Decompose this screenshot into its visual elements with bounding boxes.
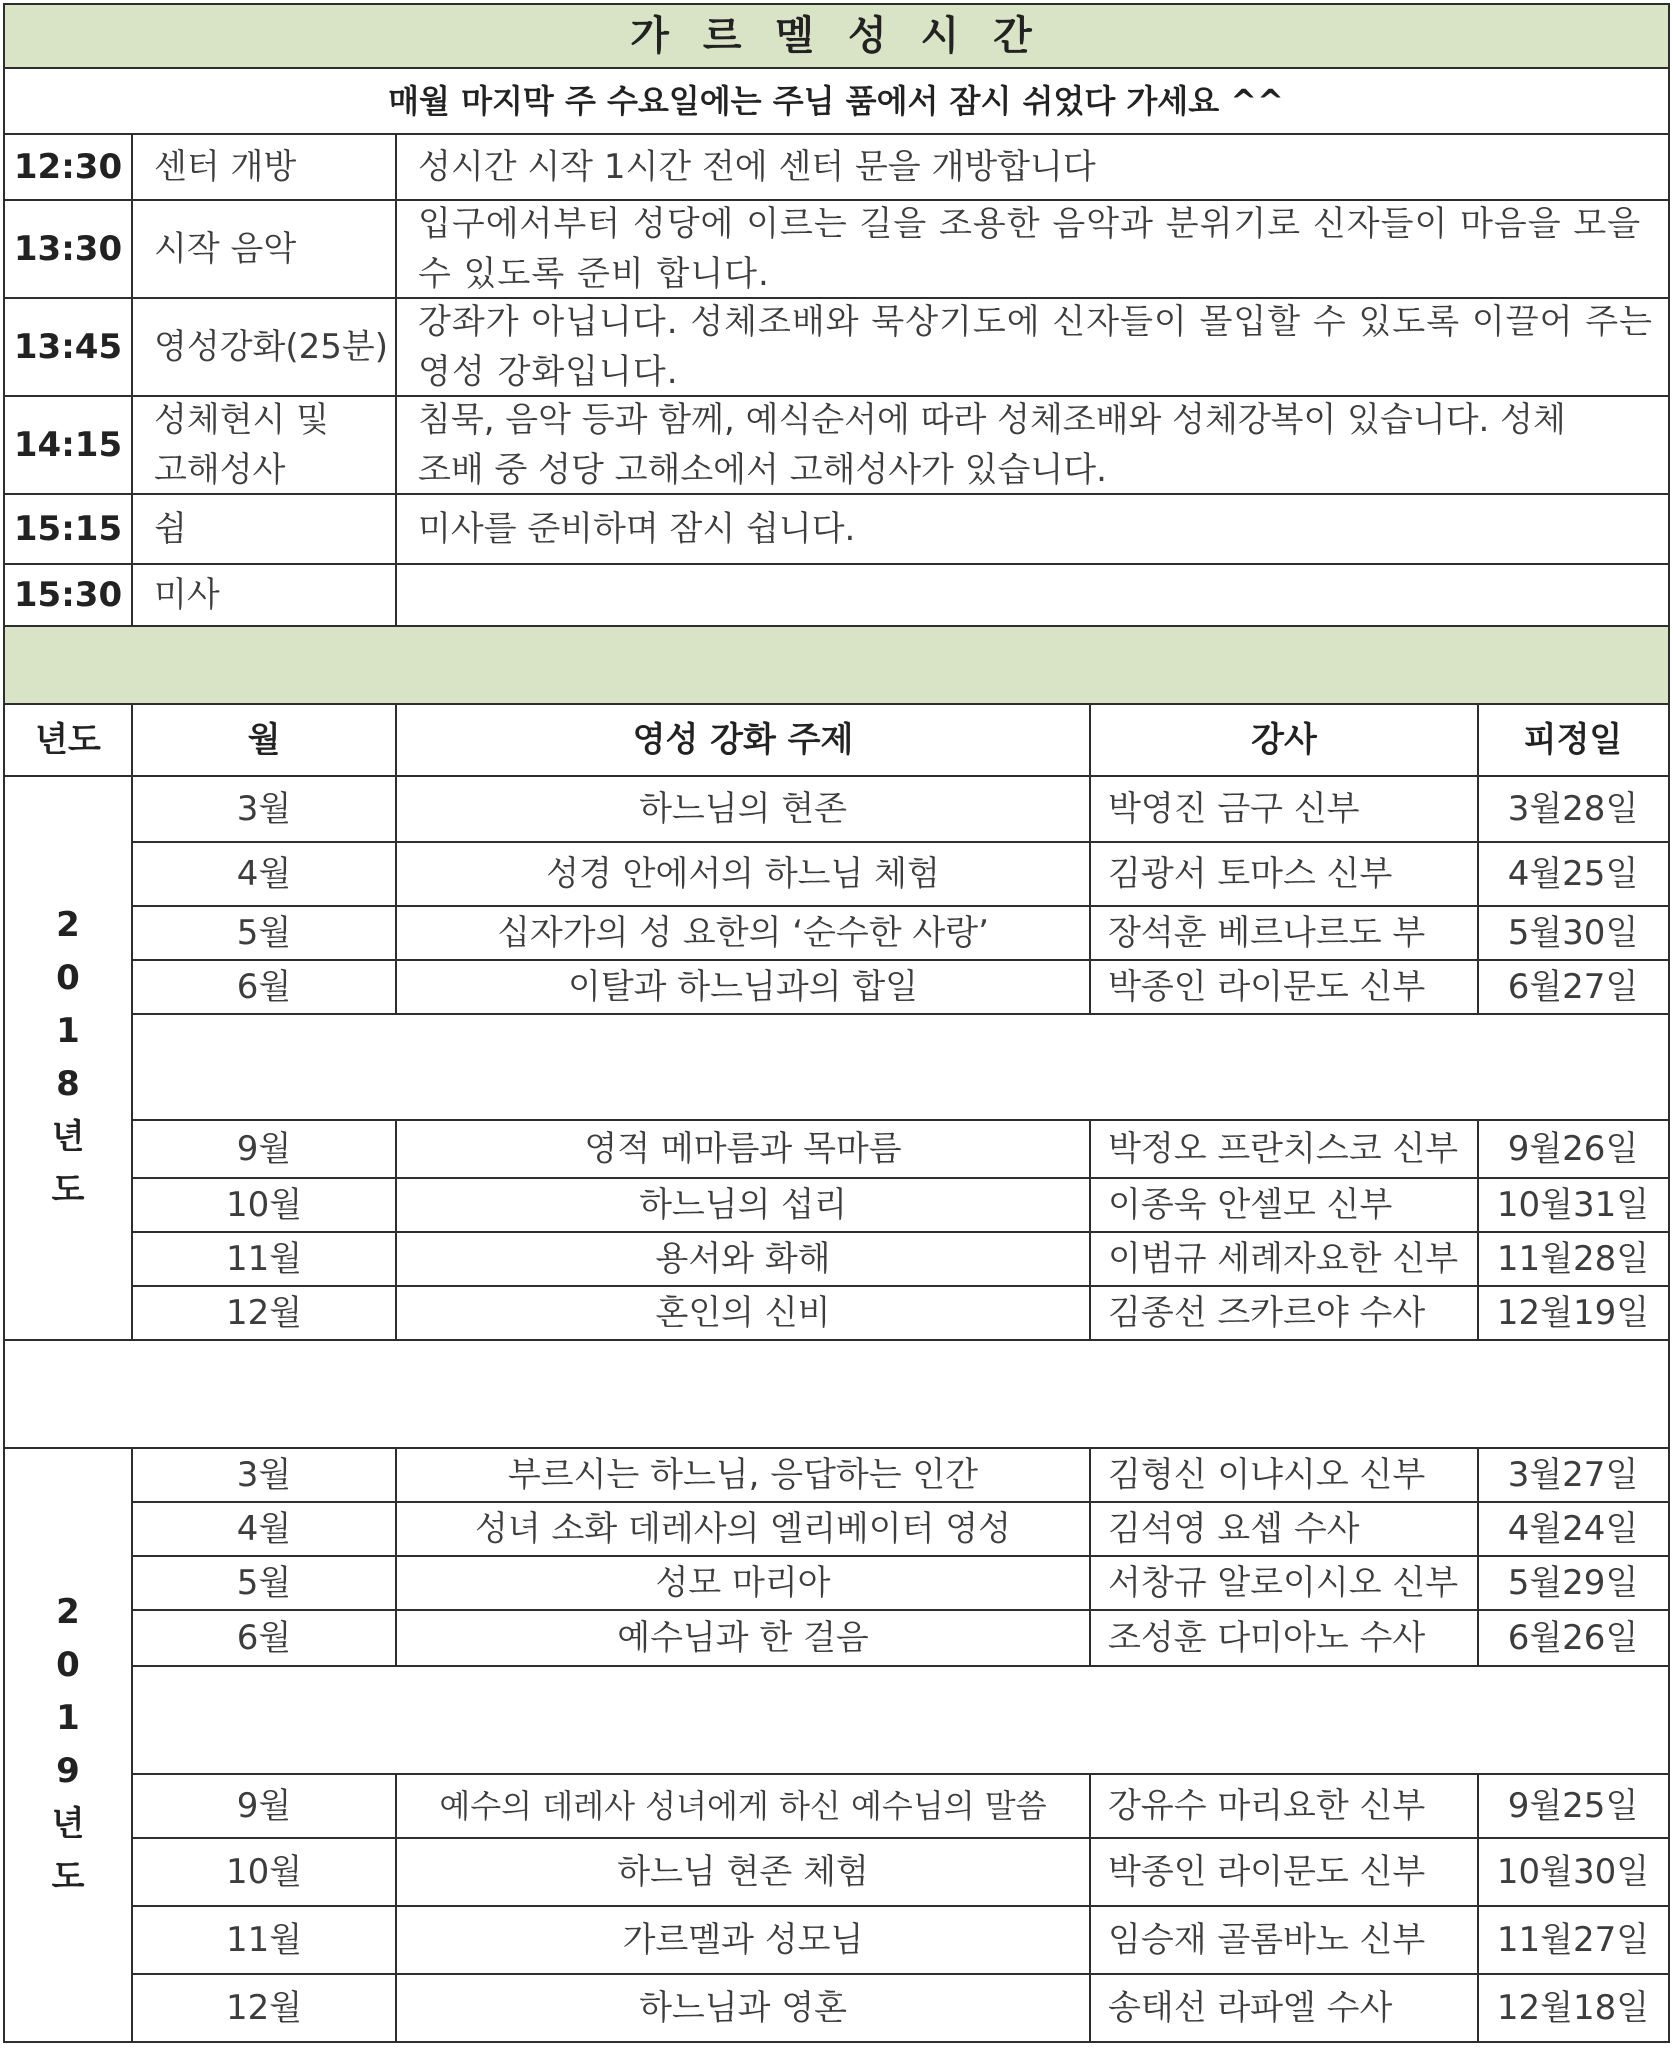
schedule-time: 15:15 <box>13 509 123 549</box>
header-speaker: 강사 <box>1251 720 1317 760</box>
col-divider <box>131 704 133 1340</box>
schedule-item: 미사 <box>154 575 220 615</box>
row-divider <box>132 1973 1668 1975</box>
speaker-cell: 김종선 즈카르야 수사 <box>1108 1293 1426 1333</box>
date-cell: 6월26일 <box>1507 1618 1639 1658</box>
speaker-cell: 조성훈 다미아노 수사 <box>1108 1618 1426 1658</box>
speaker-cell: 김광서 토마스 신부 <box>1108 854 1393 894</box>
topic-cell: 성녀 소화 데레사의 엘리베이터 영성 <box>475 1509 1011 1549</box>
row-divider <box>132 1665 1668 1667</box>
topic-cell: 성모 마리아 <box>655 1563 831 1603</box>
month-cell: 6월 <box>236 967 292 1007</box>
date-cell: 3월27일 <box>1507 1455 1639 1495</box>
month-cell: 6월 <box>236 1618 292 1658</box>
page-subtitle: 매월 마지막 주 수요일에는 주님 품에서 잠시 쉬었다 가세요 ^^ <box>388 82 1284 120</box>
row-divider <box>4 775 1668 777</box>
speaker-cell: 이종욱 안셀모 신부 <box>1108 1185 1393 1225</box>
date-cell: 12월19일 <box>1496 1293 1650 1333</box>
date-cell: 9월26일 <box>1507 1129 1639 1169</box>
schedule-desc: 침묵, 음악 등과 함께, 예식순서에 따라 성체조배와 성체강복이 있습니다. 성체조배 중 성당 고해소에서 고해성사가 있습니다. <box>418 400 1566 490</box>
page-title: 가 르 멜 성 시 간 <box>630 13 1042 59</box>
col-divider <box>1089 704 1091 1014</box>
topic-cell: 하느님과 영혼 <box>639 1988 847 2028</box>
date-cell: 10월30일 <box>1496 1852 1650 1892</box>
month-cell: 12월 <box>225 1988 303 2028</box>
date-cell: 4월24일 <box>1507 1509 1639 1549</box>
month-cell: 5월 <box>236 1563 292 1603</box>
row-divider <box>4 395 1668 397</box>
date-cell: 12월18일 <box>1496 1988 1650 2028</box>
col-divider <box>1089 1774 1091 2042</box>
schedule-time: 14:15 <box>13 425 123 465</box>
col-divider <box>131 1448 133 2042</box>
schedule-time: 12:30 <box>13 147 123 187</box>
date-cell: 6월27일 <box>1507 967 1639 1007</box>
month-cell: 11월 <box>225 1239 303 1279</box>
schedule-desc: 입구에서부터 성당에 이르는 길을 조용한 음악과 분위기로 신자들이 마음을 모을 수 있도록 준비 합니다. <box>418 204 1642 294</box>
month-cell: 10월 <box>225 1185 303 1225</box>
row-divider <box>132 1837 1668 1839</box>
topic-cell: 하느님 현존 체험 <box>617 1852 869 1892</box>
row-divider <box>132 1609 1668 1611</box>
schedule-desc: 성시간 시작 1시간 전에 센터 문을 개방합니다 <box>418 147 1096 187</box>
year-char: 8 <box>56 1064 80 1104</box>
schedule-item: 쉼 <box>154 509 187 549</box>
topic-cell: 예수의 데레사 성녀에게 하신 예수님의 말씀 <box>439 1787 1047 1825</box>
border-top <box>4 3 1670 5</box>
date-cell: 5월30일 <box>1507 913 1639 953</box>
row-divider <box>132 1119 1668 1121</box>
date-cell: 11월27일 <box>1496 1920 1650 1960</box>
topic-cell: 이탈과 하느님과의 합일 <box>567 967 919 1007</box>
row-divider <box>132 1285 1668 1287</box>
row-divider <box>132 1013 1668 1015</box>
speaker-cell: 박종인 라이문도 신부 <box>1108 967 1426 1007</box>
row-divider <box>4 297 1668 299</box>
row-divider <box>132 1177 1668 1179</box>
header-topic: 영성 강화 주제 <box>632 720 854 760</box>
year-char: 년 <box>51 1117 85 1157</box>
speaker-cell: 박영진 금구 신부 <box>1108 789 1360 829</box>
speaker-cell: 김석영 요셉 수사 <box>1108 1509 1360 1549</box>
month-cell: 3월 <box>236 789 292 829</box>
year-char: 9 <box>56 1751 80 1791</box>
row-divider <box>4 199 1668 201</box>
speaker-cell: 장석훈 베르나르도 부 <box>1108 913 1426 953</box>
schedule-desc <box>396 564 1668 626</box>
schedule-desc: 미사를 준비하며 잠시 쉽니다. <box>418 509 856 549</box>
col-divider <box>395 134 397 626</box>
topic-cell: 용서와 화해 <box>655 1239 831 1279</box>
row-divider <box>132 1501 1668 1503</box>
col-divider <box>1089 1448 1091 1666</box>
row-divider <box>4 563 1668 565</box>
header-date: 피정일 <box>1523 720 1623 760</box>
month-cell: 12월 <box>225 1293 303 1333</box>
row-divider <box>132 1231 1668 1233</box>
row-divider <box>132 959 1668 961</box>
year-char: 1 <box>56 1011 80 1051</box>
date-cell: 4월25일 <box>1507 854 1639 894</box>
month-cell: 11월 <box>225 1920 303 1960</box>
year-label-2019 <box>4 1448 132 2042</box>
row-divider <box>132 905 1668 907</box>
topic-cell: 성경 안에서의 하느님 체험 <box>546 854 940 894</box>
row-divider <box>132 841 1668 843</box>
date-cell: 10월31일 <box>1496 1185 1650 1225</box>
col-divider <box>1477 1774 1479 2042</box>
row-divider <box>4 1339 1668 1341</box>
month-cell: 10월 <box>225 1852 303 1892</box>
schedule-item: 센터 개방 <box>154 147 297 187</box>
month-cell: 9월 <box>236 1129 292 1169</box>
speaker-cell: 강유수 마리요한 신부 <box>1108 1786 1426 1826</box>
date-cell: 5월29일 <box>1507 1563 1639 1603</box>
col-divider <box>1089 1120 1091 1340</box>
schedule-item: 성체현시 및 고해성사 <box>154 400 330 490</box>
year-char: 1 <box>56 1698 80 1738</box>
speaker-cell: 박종인 라이문도 신부 <box>1108 1852 1426 1892</box>
topic-cell: 하느님의 섭리 <box>639 1185 847 1225</box>
row-divider <box>132 1773 1668 1775</box>
speaker-cell: 이범규 세례자요한 신부 <box>1108 1239 1459 1279</box>
schedule-time: 13:45 <box>13 327 123 367</box>
col-divider <box>1477 704 1479 1014</box>
col-divider <box>395 704 397 1014</box>
row-divider <box>4 625 1668 627</box>
topic-cell: 가르멜과 성모님 <box>622 1920 864 1960</box>
speaker-cell: 임승재 골롬바노 신부 <box>1108 1920 1426 1960</box>
schedule-time: 13:30 <box>13 229 123 269</box>
year-char: 년 <box>51 1804 85 1844</box>
date-cell: 3월28일 <box>1507 789 1639 829</box>
border-right <box>1668 3 1670 2043</box>
schedule-item: 시작 음악 <box>154 229 297 269</box>
col-divider <box>395 1448 397 1666</box>
month-cell: 4월 <box>236 1509 292 1549</box>
topic-cell: 예수님과 한 걸음 <box>617 1618 869 1658</box>
col-divider <box>131 134 133 626</box>
row-divider <box>4 493 1668 495</box>
schedule-time: 15:30 <box>13 575 123 615</box>
date-cell: 11월28일 <box>1496 1239 1650 1279</box>
year-label-2018 <box>4 776 132 1340</box>
speaker-cell: 박정오 프란치스코 신부 <box>1108 1129 1459 1169</box>
row-divider <box>4 703 1668 705</box>
month-cell: 4월 <box>236 854 292 894</box>
speaker-cell: 김형신 이냐시오 신부 <box>1108 1455 1426 1495</box>
schedule-desc: 강좌가 아닙니다. 성체조배와 묵상기도에 신자들이 몰입할 수 있도록 이끌어 주는 영성 강화입니다. <box>418 302 1653 392</box>
year-char: 0 <box>56 1645 80 1685</box>
topic-cell: 십자가의 성 요한의 ‘순수한 사랑’ <box>497 913 989 953</box>
year-char: 2 <box>56 1592 80 1632</box>
col-divider <box>1477 1448 1479 1666</box>
topic-cell: 혼인의 신비 <box>655 1293 831 1333</box>
year-char: 도 <box>51 1857 85 1897</box>
border-left <box>3 3 5 2043</box>
col-divider <box>1477 1120 1479 1340</box>
header-month: 월 <box>247 720 281 760</box>
separator-band <box>4 626 1668 704</box>
row-divider <box>132 1555 1668 1557</box>
date-cell: 9월25일 <box>1507 1786 1639 1826</box>
col-divider <box>395 1120 397 1340</box>
speaker-cell: 서창규 알로이시오 신부 <box>1108 1563 1459 1603</box>
month-cell: 3월 <box>236 1455 292 1495</box>
year-char: 2 <box>56 905 80 945</box>
month-cell: 5월 <box>236 913 292 953</box>
topic-cell: 영적 메마름과 목마름 <box>584 1129 902 1169</box>
schedule-item: 영성강화(25분) <box>154 327 389 367</box>
topic-cell: 하느님의 현존 <box>639 789 847 829</box>
year-char: 0 <box>56 958 80 998</box>
month-cell: 9월 <box>236 1786 292 1826</box>
border-bottom <box>4 2041 1670 2043</box>
row-divider <box>4 67 1668 69</box>
col-divider <box>395 1774 397 2042</box>
header-year: 년도 <box>35 720 101 760</box>
row-divider <box>4 1447 1668 1449</box>
year-char: 도 <box>51 1170 85 1210</box>
row-divider <box>132 1905 1668 1907</box>
speaker-cell: 송태선 라파엘 수사 <box>1108 1988 1393 2028</box>
topic-cell: 부르시는 하느님, 응답하는 인간 <box>507 1455 979 1495</box>
row-divider <box>4 133 1668 135</box>
